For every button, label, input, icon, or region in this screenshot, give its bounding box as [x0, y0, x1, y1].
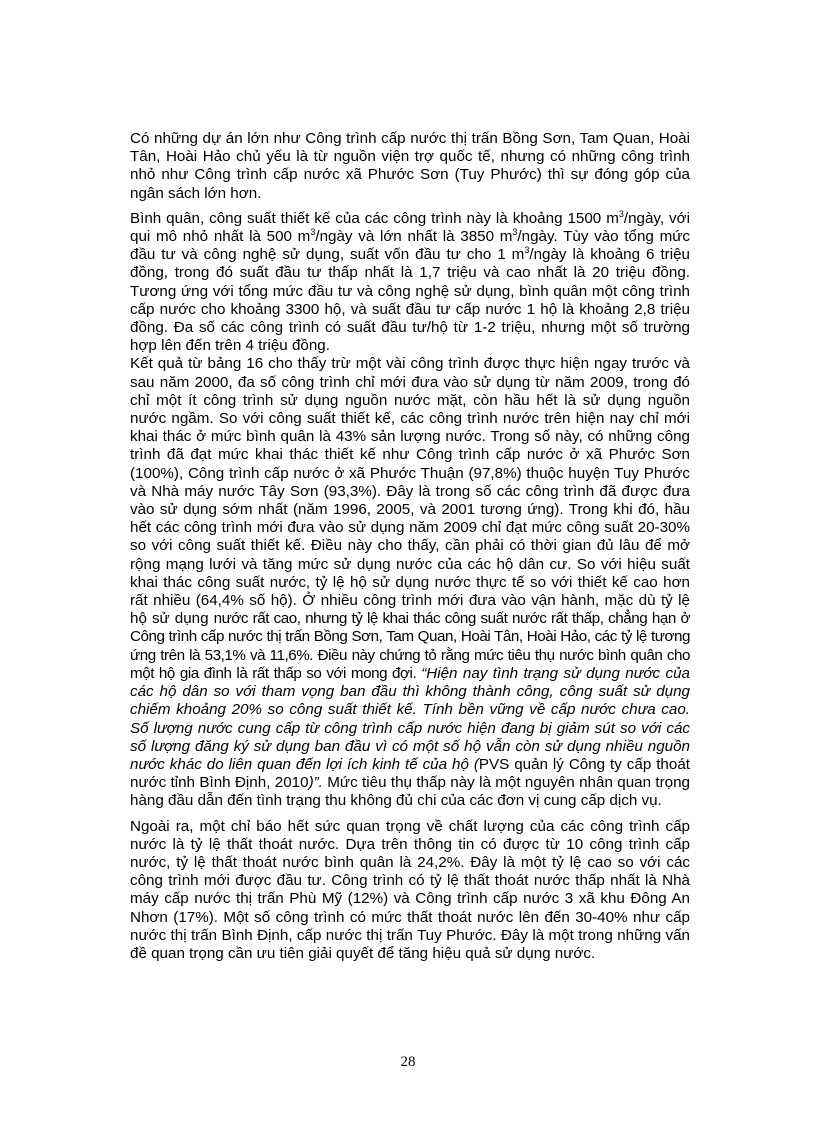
p2-text-c: /ngày và lớn nhất là 3850 m: [315, 228, 513, 246]
superscript-3: 3: [618, 208, 624, 219]
superscript-3: 3: [512, 227, 518, 238]
p3-quote: “Hiện nay tình trạng sử dụng nước của các hộ dân so với tham vọng ban đầu thì không thành công, công suất sử dụng chiếm khoảng 20% so công suất thiết kế. Tính bền vững về cấp nước chưa cao. Số lượng nước cung cấp từ công trình cấp nước hiện đang bị giảm sút so với các số lượng đăng ký sử dụng ban đầu vì có một số hộ vẫn còn sử dụng nhiều nguồn nước khác do liên quan đến lợi ích kinh tế của hộ (: [130, 664, 691, 773]
p2-text-a: Bình quân, công suất thiết kế của các công trình này là khoảng 1500 m: [130, 209, 619, 227]
body-text: [130, 130, 690, 963]
p3-text-f: Mức tiêu thụ thấp này là một nguyên nhân quan trọng hàng đầu dẫn đến tình trạng thu không đủ chi của các đơn vị cung cấp dịch vụ.: [130, 774, 691, 810]
p3-text-b: nước rất cao, nhưng tỷ lệ khai thác công suất nước rất thấp, chẳng hạn ở Công trình cấp nước thị trấn Bồng Sơn, Tam Quan, Hoài Tân, Hoài Hảo, các tỷ lệ tương ứng trên là 53,1% và 11,6%. Điều này chứng tỏ rằng mức tiêu thụ nước bình quân cho một hộ gia đình là rất thấp so với mong đợi.: [130, 610, 690, 682]
p3-text-a: Kết quả từ bảng 16 cho thấy trừ một vài công trình được thực hiện ngay trước và sau năm 2000, đa số công trình chỉ mới đưa vào sử dụng từ năm 2009, trong đó chỉ một ít công trình sử dụng nguồn nước mặt, còn hầu hết là sử dụng nguồn nước ngầm. So với công suất thiết kế, các công trình nước trên hiện nay chỉ mới khai thác ở mức bình quân là 43% sản lượng nước. Trong số này, có những công trình đã đạt mức khai thác thiết kế như Công trình cấp nước ở xã Phước Sơn (100%), Công trình cấp nước ở xã Phước Thuận (97,8%) thuộc huyện Tuy Phước và Nhà máy nước Tây Sơn (93,3%). Đây là trong số các công trình đã được đưa vào sử dụng sớm nhất (năm 1996, 2005, và 2001 tương ứng). Trong khi đó, hầu hết các công trình mới đưa vào sử dụng năm 2009 chỉ đạt mức công suất 20-30% so với công suất thiết kế. Điều này cho thấy, cần phải có thời gian đủ lâu để mở rộng mạng lưới và tăng mức sử dụng nước của các hộ dân cư. So với hiệu suất khai thác công suất nước, tỷ lệ hộ sử dụng nước thực tế so với thiết kế cao hơn rất nhiều (64,4% số hộ). Ở nhiều công trình mới đưa vào vận hành, mặc dù tỷ lệ hộ sử dụng: [130, 355, 690, 628]
paragraph-3: [130, 355, 690, 810]
page-number: 28: [400, 1054, 416, 1070]
p2-text-b: /ngày, với qui mô nhỏ nhất là 500 m: [130, 209, 690, 246]
superscript-3: 3: [310, 227, 316, 238]
paragraph-2: [130, 210, 690, 356]
p2-text-d: /ngày. Tùy vào tổng mức đầu tư và công nghệ sử dụng, suất vốn đầu tư cho 1 m: [130, 228, 691, 264]
superscript-3: 3: [524, 245, 530, 256]
p3-quote-end: )”.: [308, 774, 323, 792]
p2-text-e: /ngày là khoảng 6 triệu đồng, trong đó suất đầu tư thấp nhất là 1,7 triệu và cao nhất là 20 triệu đồng. Tương ứng với tổng mức đầu tư và công nghệ sử dụng, bình quân một công trình cấp nước cho khoảng 3300 hộ, và suất đầu tư cấp nước 1 hộ là khoảng 2,8 triệu đồng. Đa số các công trình có suất đầu tư/hộ từ 1-2 triệu, nhưng một số trường hợp lên đến trên 4 triệu đồng.: [130, 246, 690, 355]
paragraph-1: Có những dự án lớn như Công trình cấp nước thị trấn Bồng Sơn, Tam Quan, Hoài Tân, Hoài Hảo chủ yếu là từ nguồn viện trợ quốc tế, nhưng có những công trình nhỏ như Công trình cấp nước xã Phước Sơn (Tuy Phước) thì sự đóng góp của ngân sách lớn hơn.: [130, 130, 690, 202]
paragraph-4: Ngoài ra, một chỉ báo hết sức quan trọng về chất lượng của các công trình cấp nước là tỷ lệ thất thoát nước. Dựa trên thông tin có được từ 10 công trình cấp nước, tỷ lệ thất thoát nước bình quân là 24,2%. Đây là một tỷ lệ cao so với các công trình mới được đầu tư. Công trình có tỷ lệ thất thoát nước thấp nhất là Nhà máy cấp nước thị trấn Phù Mỹ (12%) và Công trình cấp nước 3 xã khu Đông An Nhơn (17%). Một số công trình có mức thất thoát nước lên đến 30-40% như cấp nước thị trấn Bình Định, cấp nước thị trấn Tuy Phước. Đây là một trong những vấn đề quan trọng cần ưu tiên giải quyết để tăng hiệu quả sử dụng nước.: [130, 817, 690, 962]
p3-citation: PVS quản lý Công ty cấp thoát nước tỉnh Bình Định, 2010: [130, 755, 690, 792]
